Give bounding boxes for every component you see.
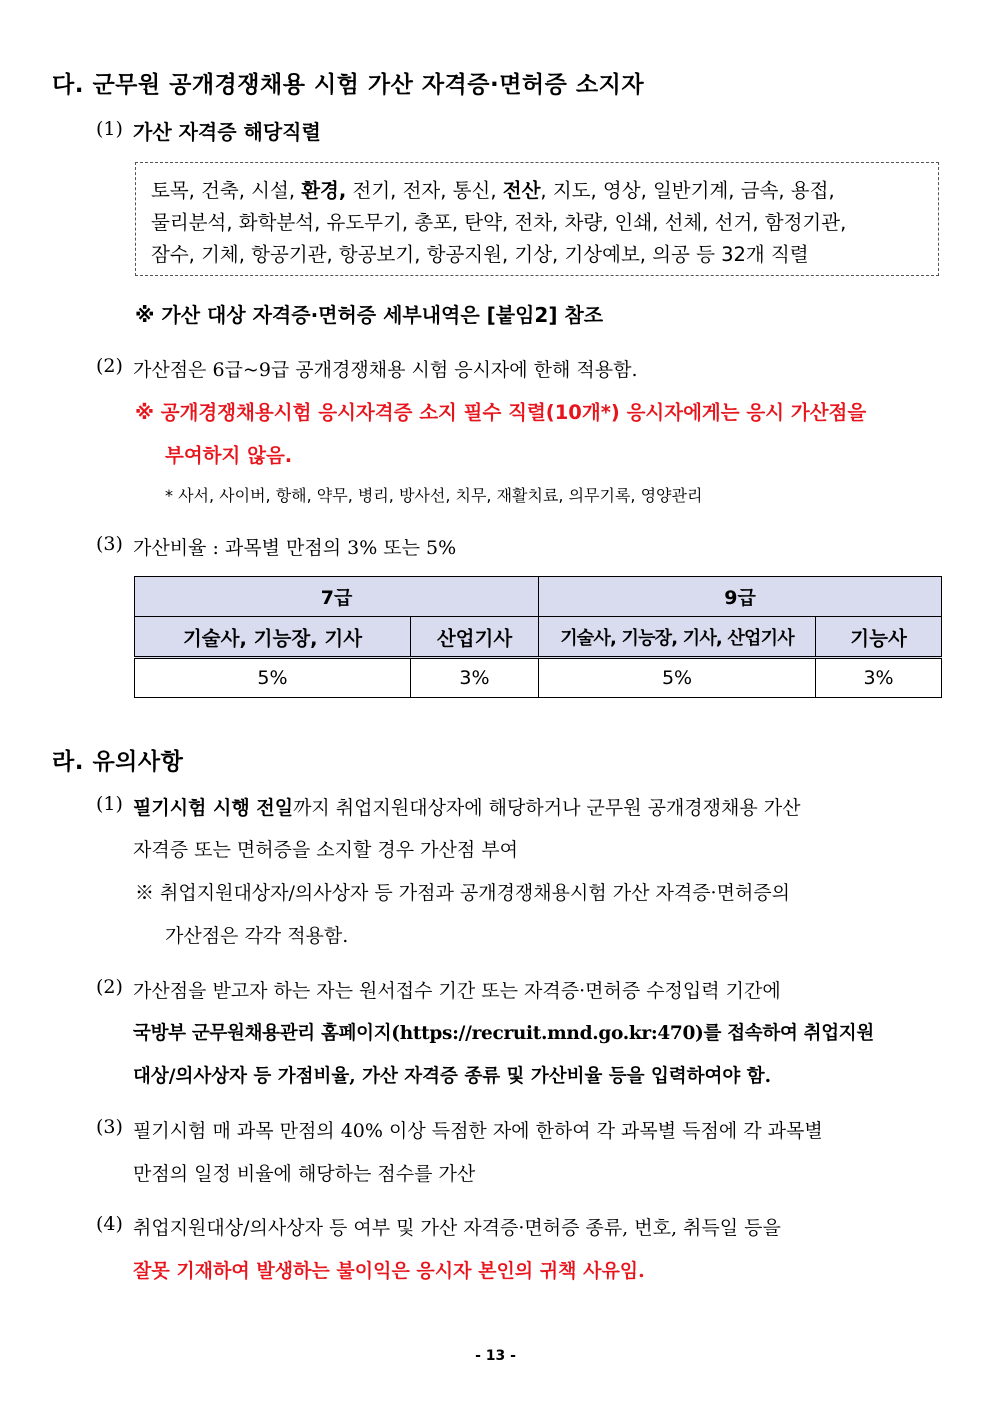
ra-item1-note-line1: ※ 취업지원대상자/의사상자 등 가점과 공개경쟁채용시험 가산 자격증·면허증의: [135, 882, 791, 904]
ra-item1-line2: 자격증 또는 면허증을 소지할 경우 가산점 부여: [133, 839, 518, 861]
item-number: (4): [96, 1213, 123, 1235]
item-number: (2): [96, 355, 123, 377]
box-line-3: 잠수, 기체, 항공기관, 항공보기, 항공지원, 기상, 기상예보, 의공 등 32개 직렬: [151, 243, 809, 266]
table-cell: 3%: [411, 658, 539, 698]
item-number: (3): [96, 1116, 123, 1138]
section-ra-title: 라. 유의사항: [52, 749, 184, 775]
column-header: 산업기사: [411, 617, 539, 658]
table-cell: 3%: [816, 658, 942, 698]
column-header: 기술사, 기능장, 기사: [135, 617, 411, 658]
section-da-title: 다. 군무원 공개경쟁채용 시험 가산 자격증·면허증 소지자: [52, 72, 645, 98]
item1-label: 가산 자격증 해당직렬: [133, 120, 321, 144]
item2-footnote: * 사서, 사이버, 항해, 약무, 병리, 방사선, 치무, 재활치료, 의무기록, 영양관리: [165, 486, 703, 505]
rate-table: [134, 576, 942, 698]
grade9-header: 9급: [539, 577, 942, 617]
ra-item2-line3: 대상/의사상자 등 가점비율, 가산 자격증 종류 및 가산비율 등을 입력하여야 함.: [133, 1066, 772, 1087]
column-header: 기능사: [816, 617, 942, 658]
table-row: [135, 617, 942, 658]
page-number: - 13 -: [475, 1348, 516, 1364]
box-line-1: 토목, 건축, 시설, 환경, 전기, 전자, 통신, 전산, 지도, 영상, 일반기계, 금속, 용접,: [151, 179, 835, 202]
table-row: [135, 658, 942, 698]
item2-warning-line2: 부여하지 않음.: [165, 444, 293, 467]
ra-item1-note-line2: 가산점은 각각 적용함.: [165, 925, 349, 947]
ra-item2-line2: 국방부 군무원채용관리 홈페이지(https://recruit.mnd.go.kr:470)를 접속하여 취업지원: [133, 1023, 874, 1044]
item-number: (2): [96, 976, 123, 998]
grade7-header: 7급: [135, 577, 539, 617]
item2-warning-line1: ※ 공개경쟁채용시험 응시자격증 소지 필수 직렬(10개*) 응시자에게는 응시 가산점을: [135, 401, 867, 424]
item-number: (1): [96, 793, 123, 815]
ra-item3-line1: 필기시험 매 과목 만점의 40% 이상 득점한 자에 한하여 각 과목별 득점에 각 과목별: [133, 1120, 823, 1142]
table-cell: 5%: [135, 658, 411, 698]
job-series-box: [135, 162, 939, 276]
table-row: [135, 577, 942, 617]
column-header: 기술사, 기능장, 기사, 산업기사: [539, 617, 816, 658]
table-cell: 5%: [539, 658, 816, 698]
item-number: (3): [96, 533, 123, 555]
ra-item3-line2: 만점의 일정 비율에 해당하는 점수를 가산: [133, 1163, 476, 1185]
ra-item4-line1: 취업지원대상/의사상자 등 여부 및 가산 자격증·면허증 종류, 번호, 취득일 등을: [133, 1217, 781, 1239]
ra-item1-line1: 필기시험 시행 전일까지 취업지원대상자에 해당하거나 군무원 공개경쟁채용 가산: [133, 797, 801, 819]
box-line-2: 물리분석, 화학분석, 유도무기, 총포, 탄약, 전차, 차량, 인쇄, 선체, 선거, 함정기관,: [151, 211, 847, 234]
item1-note: ※ 가산 대상 자격증·면허증 세부내역은 [붙임2] 참조: [135, 303, 604, 327]
item2-text: 가산점은 6급~9급 공개경쟁채용 시험 응시자에 한해 적용함.: [133, 359, 638, 381]
ra-item2-line1: 가산점을 받고자 하는 자는 원서접수 기간 또는 자격증·면허증 수정입력 기간에: [133, 980, 781, 1002]
item-number: (1): [96, 118, 123, 140]
item3-text: 가산비율 : 과목별 만점의 3% 또는 5%: [133, 537, 457, 559]
ra-item4-line2: 잘못 기재하여 발생하는 불이익은 응시자 본인의 귀책 사유임.: [133, 1260, 645, 1282]
